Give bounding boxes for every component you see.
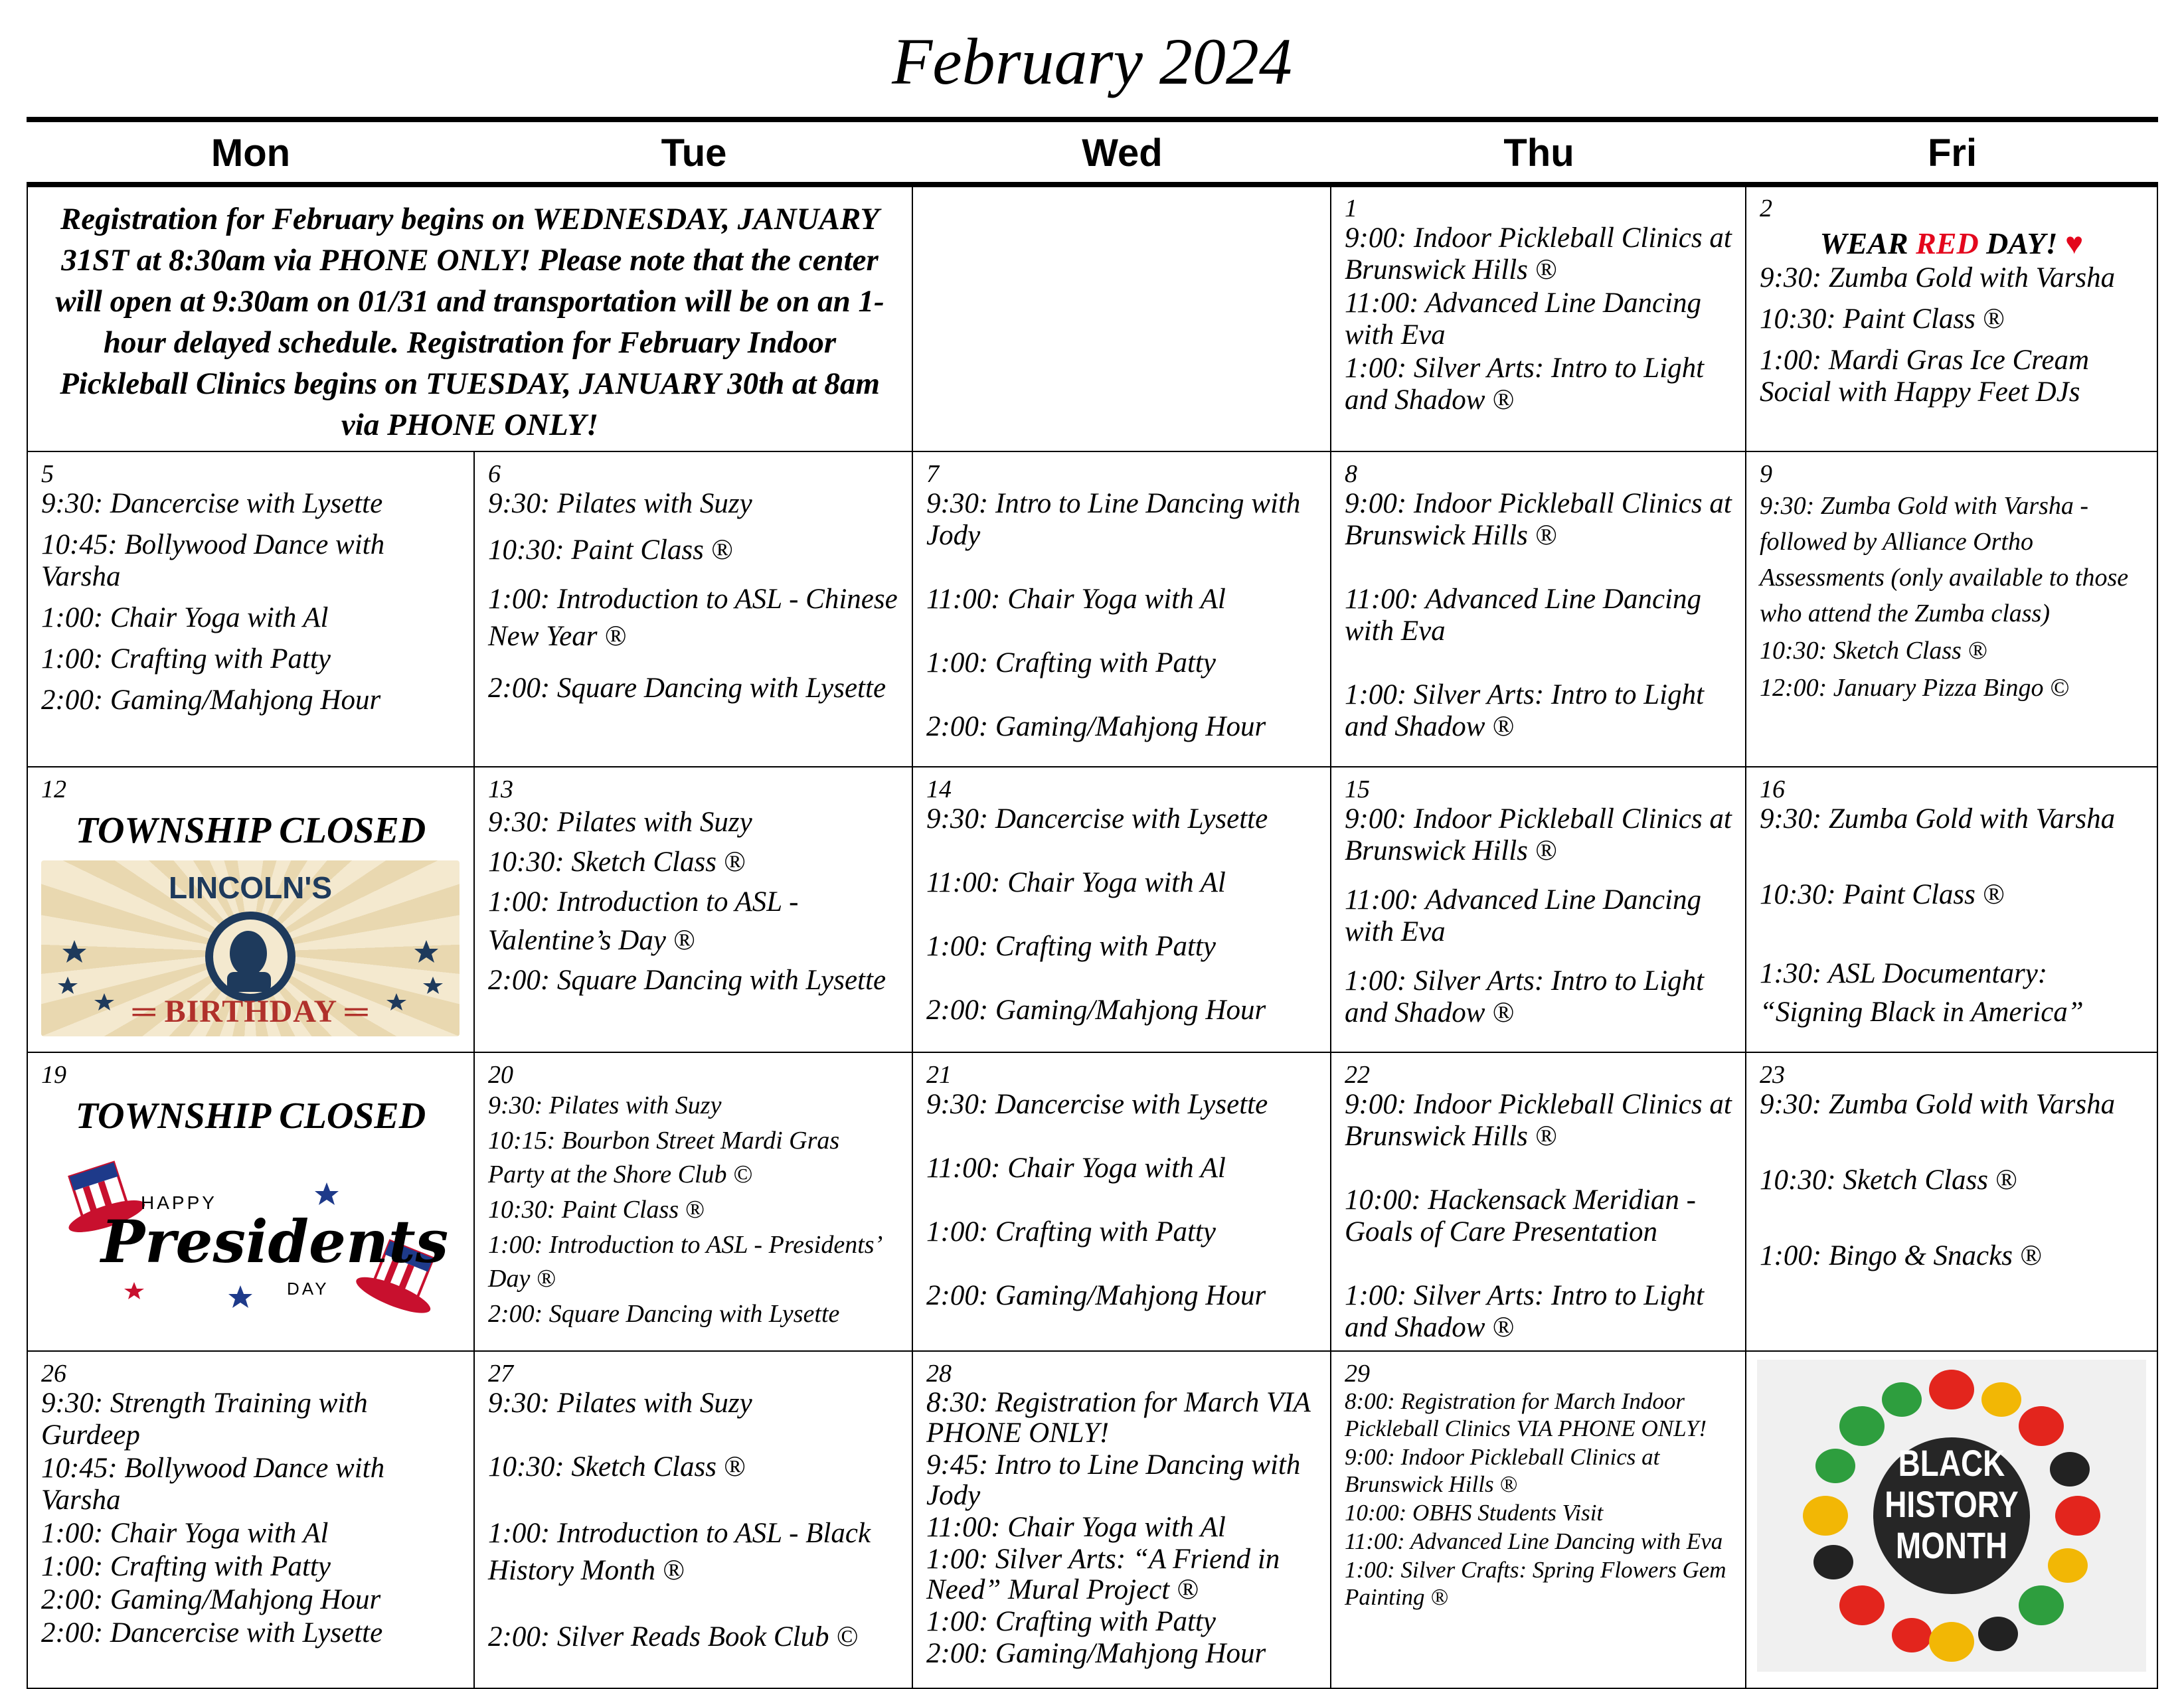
day-number: 16 xyxy=(1760,775,1785,803)
event: 1:00: Silver Arts: “A Friend in Need” Mural Project ® xyxy=(926,1544,1280,1605)
event: 10:30: Sketch Class ® xyxy=(488,1451,746,1483)
day-number: 6 xyxy=(488,460,501,488)
event: 10:45: Bollywood Dance with Varsha xyxy=(41,529,385,592)
event: 2:00: Dancercise with Lysette xyxy=(41,1617,383,1649)
day-cell-7 xyxy=(913,452,1331,767)
event: 9:30: Dancercise with Lysette xyxy=(41,488,383,519)
event: 11:00: Chair Yoga with Al xyxy=(926,1153,1226,1184)
weekday-mon: Mon xyxy=(210,131,291,175)
event: 12:00: January Pizza Bingo © xyxy=(1760,674,2069,702)
day-number: 12 xyxy=(41,775,66,803)
day-number: 13 xyxy=(488,775,513,803)
day-cell-27 xyxy=(475,1352,913,1689)
event: 1:30: ASL Documentary: “Signing Black in America” xyxy=(1760,958,2084,1028)
day-cell-26 xyxy=(27,1352,475,1689)
day-cell-6 xyxy=(475,452,913,767)
day-number: 2 xyxy=(1760,195,1772,222)
event: 9:30: Pilates with Suzy xyxy=(488,1091,722,1119)
day-cell-14 xyxy=(913,767,1331,1053)
day-cell-1 xyxy=(1331,187,1746,452)
wear-red-text: DAY! xyxy=(1978,226,2066,260)
event: 11:00: Chair Yoga with Al xyxy=(926,1512,1226,1543)
event: 11:00: Advanced Line Dancing with Eva xyxy=(1345,884,1701,947)
event: 11:00: Advanced Line Dancing with Eva xyxy=(1345,1528,1723,1554)
event: 2:00: Gaming/Mahjong Hour xyxy=(926,995,1266,1026)
wear-red-day-heading xyxy=(1760,225,2143,262)
weekday-fri: Fri xyxy=(1927,131,1977,175)
banner-subtitle: ═ BIRTHDAY ═ xyxy=(132,994,369,1029)
heart-icon: ♥ xyxy=(2065,226,2084,260)
bhm-line: HISTORY xyxy=(1885,1483,2019,1525)
event: 9:30: Zumba Gold with Varsha xyxy=(1760,262,2116,293)
title-rule xyxy=(27,117,2158,122)
empty-cell xyxy=(913,187,1331,452)
event: 10:00: Hackensack Meridian - Goals of Care Presentation xyxy=(1345,1184,1696,1247)
event: 1:00: Introduction to ASL - Valentine’s Day ® xyxy=(488,886,799,956)
event: 9:30: Zumba Gold with Varsha xyxy=(1760,803,2116,835)
event: 10:30: Sketch Class ® xyxy=(1760,1165,2017,1196)
event: 1:00: Introduction to ASL - Black History Month ® xyxy=(488,1518,871,1586)
logo-presidents-text: Presidents xyxy=(101,1207,449,1276)
day-cell-28 xyxy=(913,1352,1331,1689)
event: 10:30: Paint Class ® xyxy=(1760,879,2005,910)
event: 9:30: Pilates with Suzy xyxy=(488,807,752,838)
event: 11:00: Advanced Line Dancing with Eva xyxy=(1345,287,1701,351)
black-history-month-cell xyxy=(1746,1352,2158,1689)
bhm-line: MONTH xyxy=(1895,1524,2008,1566)
day-number: 15 xyxy=(1345,775,1370,803)
day-cell-22 xyxy=(1331,1053,1746,1352)
registration-notice-cell xyxy=(27,187,913,452)
event: 9:30: Pilates with Suzy xyxy=(488,1388,752,1419)
day-cell-29 xyxy=(1331,1352,1746,1689)
event: 9:30: Intro to Line Dancing with Jody xyxy=(926,488,1301,551)
event: 2:00: Silver Reads Book Club © xyxy=(488,1621,858,1652)
event: 2:00: Gaming/Mahjong Hour xyxy=(926,1638,1266,1669)
township-closed-label: TOWNSHIP CLOSED xyxy=(75,1095,426,1137)
event: 2:00: Gaming/Mahjong Hour xyxy=(926,1280,1266,1311)
day-number: 1 xyxy=(1345,195,1357,222)
event: 8:00: Registration for March Indoor Pickleball Clinics VIA PHONE ONLY! xyxy=(1345,1388,1707,1441)
event: 1:00: Introduction to ASL - Chinese New Year ® xyxy=(488,584,898,652)
event: 1:00: Crafting with Patty xyxy=(926,1606,1216,1637)
wear-red-word: RED xyxy=(1916,226,1979,260)
day-number: 7 xyxy=(926,460,939,488)
event: 1:00: Silver Crafts: Spring Flowers Gem Painting ® xyxy=(1345,1557,1726,1610)
day-cell-13 xyxy=(475,767,913,1053)
page-title: February 2024 xyxy=(892,25,1292,98)
event: 1:00: Crafting with Patty xyxy=(926,931,1216,962)
day-number: 23 xyxy=(1760,1061,1785,1089)
day-cell-2 xyxy=(1746,187,2158,452)
event: 2:00: Square Dancing with Lysette xyxy=(488,965,886,996)
day-cell-8 xyxy=(1331,452,1746,767)
day-number: 29 xyxy=(1345,1360,1370,1388)
day-number: 27 xyxy=(488,1360,513,1388)
banner-title: LINCOLN'S xyxy=(168,870,333,905)
day-cell-19 xyxy=(27,1053,475,1352)
event: 1:00: Crafting with Patty xyxy=(41,1551,331,1582)
logo-happy-text: HAPPY xyxy=(141,1192,217,1213)
event: 1:00: Chair Yoga with Al xyxy=(41,602,329,633)
event: 10:30: Sketch Class ® xyxy=(488,846,746,878)
happy-presidents-day-logo xyxy=(41,1146,463,1325)
event: 1:00: Introduction to ASL - Presidents’ Day ® xyxy=(488,1231,881,1293)
weekday-thu: Thu xyxy=(1503,131,1574,175)
event: 1:00: Silver Arts: Intro to Light and Shadow ® xyxy=(1345,679,1705,742)
day-cell-12 xyxy=(27,767,475,1053)
event: 9:30: Strength Training with Gurdeep xyxy=(41,1388,368,1451)
bhm-line: BLACK xyxy=(1898,1442,2005,1484)
lincolns-birthday-banner xyxy=(41,860,460,1036)
event: 9:00: Indoor Pickleball Clinics at Brunswick Hills ® xyxy=(1345,1089,1732,1152)
event: 1:00: Silver Arts: Intro to Light and Shadow ® xyxy=(1345,965,1705,1028)
event: 10:45: Bollywood Dance with Varsha xyxy=(41,1453,385,1516)
event: 9:00: Indoor Pickleball Clinics at Brunswick Hills ® xyxy=(1345,1444,1660,1497)
logo-day-text: DAY xyxy=(287,1279,329,1299)
day-cell-15 xyxy=(1331,767,1746,1053)
event: 9:30: Dancercise with Lysette xyxy=(926,803,1268,835)
event: 10:15: Bourbon Street Mardi Gras Party at the Shore Club © xyxy=(488,1127,840,1188)
event: 9:00: Indoor Pickleball Clinics at Brunswick Hills ® xyxy=(1345,488,1732,551)
event: 2:00: Square Dancing with Lysette xyxy=(488,1300,840,1328)
day-cell-21 xyxy=(913,1053,1331,1352)
day-cell-5 xyxy=(27,452,475,767)
day-cell-23 xyxy=(1746,1053,2158,1352)
day-number: 28 xyxy=(926,1360,952,1388)
event: 9:30: Zumba Gold with Varsha xyxy=(1760,1089,2116,1120)
day-number: 8 xyxy=(1345,460,1357,488)
day-number: 21 xyxy=(926,1061,952,1089)
day-cell-9 xyxy=(1746,452,2158,767)
event: 1:00: Chair Yoga with Al xyxy=(41,1518,329,1549)
day-number: 26 xyxy=(41,1360,66,1388)
event: 1:00: Crafting with Patty xyxy=(926,647,1216,679)
event: 8:30: Registration for March VIA PHONE ONLY! xyxy=(926,1387,1311,1449)
event: 10:30: Paint Class ® xyxy=(488,1196,705,1224)
event: 2:00: Square Dancing with Lysette xyxy=(488,673,886,704)
event: 11:00: Chair Yoga with Al xyxy=(926,867,1226,898)
event: 10:30: Paint Class ® xyxy=(488,534,733,566)
event: 2:00: Gaming/Mahjong Hour xyxy=(41,684,381,716)
day-cell-16 xyxy=(1746,767,2158,1053)
event: 10:00: OBHS Students Visit xyxy=(1345,1500,1604,1526)
registration-notice: Registration for February begins on WEDNESDAY, JANUARY 31ST at 8:30am via PHONE ONLY! Please note that the center will open at 9:30am on 01/31 and transportation will be on an 1-hour delayed schedule. Registration for February Indoor Pickleball Clinics begins on TUESDAY, JANUARY 30th at 8am via PHONE ONLY! xyxy=(55,202,884,442)
day-number: 9 xyxy=(1760,460,1772,488)
event: 9:45: Intro to Line Dancing with Jody xyxy=(926,1449,1301,1511)
event: 9:00: Indoor Pickleball Clinics at Brunswick Hills ® xyxy=(1345,222,1732,285)
event: 2:00: Gaming/Mahjong Hour xyxy=(41,1584,381,1615)
weekday-tue: Tue xyxy=(661,131,727,175)
event: 1:00: Crafting with Patty xyxy=(41,643,331,675)
event: 2:00: Gaming/Mahjong Hour xyxy=(926,711,1266,742)
event: 1:00: Silver Arts: Intro to Light and Shadow ® xyxy=(1345,353,1705,416)
day-number: 22 xyxy=(1345,1061,1370,1089)
event: 10:30: Sketch Class ® xyxy=(1760,637,1987,665)
black-history-month-logo xyxy=(1757,1360,2146,1672)
black-history-month-text xyxy=(1792,1443,2112,1566)
event: 9:30: Dancercise with Lysette xyxy=(926,1089,1268,1120)
township-closed-label: TOWNSHIP CLOSED xyxy=(75,810,426,851)
event: 11:00: Advanced Line Dancing with Eva xyxy=(1345,584,1701,647)
event: 9:30: Pilates with Suzy xyxy=(488,488,752,519)
day-number: 5 xyxy=(41,460,54,488)
day-number: 14 xyxy=(926,775,952,803)
event: 11:00: Chair Yoga with Al xyxy=(926,584,1226,615)
event: 9:00: Indoor Pickleball Clinics at Brunswick Hills ® xyxy=(1345,803,1732,866)
day-number: 19 xyxy=(41,1061,66,1089)
day-cell-20 xyxy=(475,1053,913,1352)
wear-red-text: WEAR xyxy=(1819,226,1916,260)
day-number: 20 xyxy=(488,1061,513,1089)
event: 1:00: Silver Arts: Intro to Light and Shadow ® xyxy=(1345,1280,1705,1343)
event: 1:00: Crafting with Patty xyxy=(926,1216,1216,1247)
event: 10:30: Paint Class ® xyxy=(1760,303,2005,335)
calendar-grid xyxy=(27,187,2158,1689)
event: 1:00: Mardi Gras Ice Cream Social with Happy Feet DJs xyxy=(1760,345,2090,408)
event: 9:30: Zumba Gold with Varsha - followed by Alliance Ortho Assessments (only available to those who attend the Zumba class) xyxy=(1760,492,2129,627)
event: 1:00: Bingo & Snacks ® xyxy=(1760,1240,2042,1271)
weekday-wed: Wed xyxy=(1082,131,1163,175)
